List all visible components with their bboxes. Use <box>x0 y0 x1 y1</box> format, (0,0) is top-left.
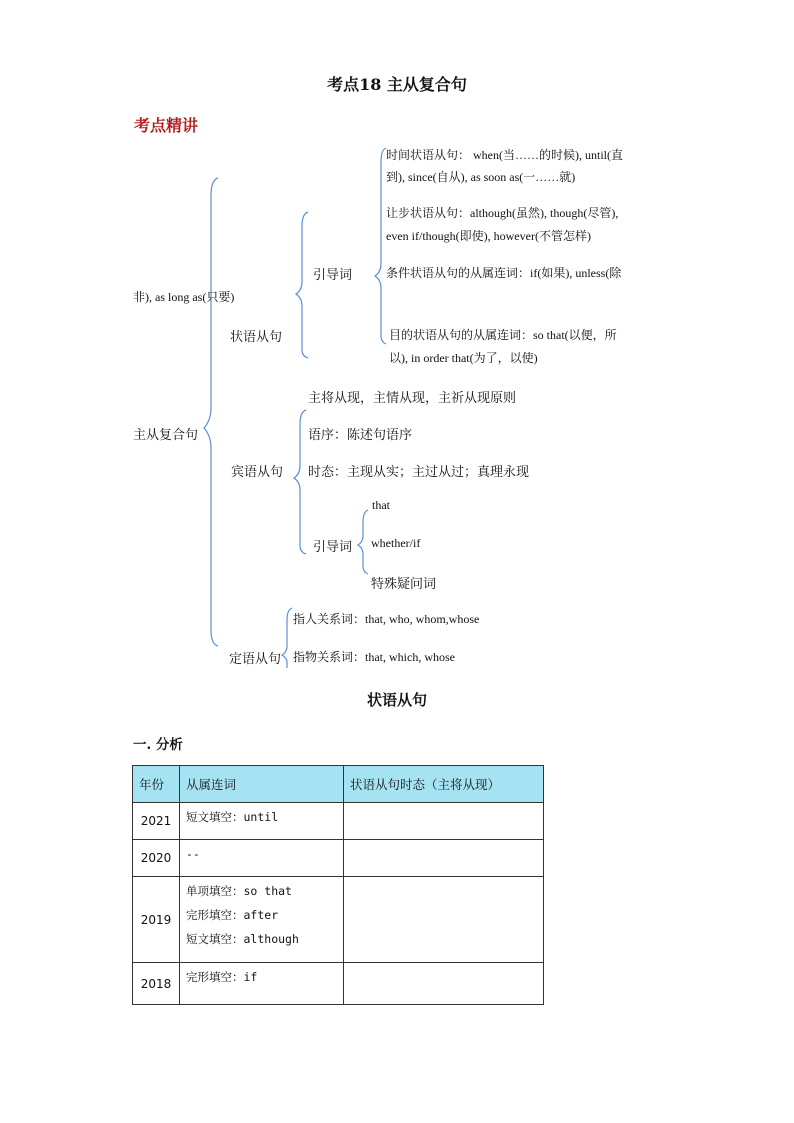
conjunction-item: 短文填空：although <box>186 932 299 946</box>
table-row <box>133 877 544 963</box>
conjunction-cell <box>180 803 344 840</box>
conjunction-item: 短文填空：until <box>186 810 279 824</box>
conjunction-item: 完形填空：if <box>186 970 258 984</box>
condition-clause-line-1: 条件状语从句的从属连词：if(如果), unless(除 <box>386 266 622 280</box>
analysis-heading: 一. 分析 <box>133 737 183 753</box>
tense-principle: 主将从现，主情从现，主祈从现原则 <box>308 391 517 406</box>
year-cell: 2021 <box>133 803 180 840</box>
table-row <box>133 963 544 1005</box>
object-clause-label: 宾语从句 <box>231 465 284 480</box>
time-clause-line-1: 时间状语从句： when(当……的时候), until(直 <box>386 148 623 162</box>
conjunction-cell <box>180 877 344 963</box>
attributive-bracket <box>282 608 292 668</box>
conjunction-item: 完形填空：after <box>186 908 279 922</box>
concession-clause-line-1: 让步状语从句：although(虽然), though(尽管), <box>386 206 619 220</box>
subsection-title: 状语从句 <box>366 691 427 709</box>
time-clause-line-2: 到), since(自从), as soon as(一……就) <box>386 170 576 184</box>
adverbial-clause-label: 状语从句 <box>230 330 283 345</box>
object-guide-word: 特殊疑问词 <box>371 577 437 592</box>
object-tense-rule: 时态：主现从实；主过从过；真理永现 <box>308 465 530 480</box>
adverbial-bracket <box>296 212 308 358</box>
header-tense: 状语从句时态（主将从现） <box>344 766 544 803</box>
attributive-people: 指人关系词：that, who, whom,whose <box>293 612 480 626</box>
year-cell: 2018 <box>133 963 180 1005</box>
purpose-clause-line-1: 目的状语从句的从属连词：so that(以便，所 <box>389 328 617 342</box>
table-header-row <box>133 766 544 803</box>
conjunction-cell <box>180 840 344 877</box>
attributive-things: 指物关系词：that, which, whose <box>293 650 455 664</box>
attributive-clause-label: 定语从句 <box>229 652 282 667</box>
mindmap-root: 主从复合句 <box>133 428 199 443</box>
conjunction-cell <box>180 963 344 1005</box>
header-conjunction: 从属连词 <box>180 766 344 803</box>
tense-cell <box>344 877 544 963</box>
tense-cell <box>344 963 544 1005</box>
adverbial-guide-label: 引导词 <box>313 268 353 283</box>
concession-clause-line-2: even if/though(即使), however(不管怎样) <box>386 229 591 243</box>
conjunction-item: 单项填空：so that <box>186 884 292 898</box>
tense-cell <box>344 840 544 877</box>
tense-cell <box>344 803 544 840</box>
purpose-clause-line-2: 以), in order that(为了，以使) <box>389 351 538 365</box>
conjunction-item: -- <box>186 847 200 861</box>
object-guide-bracket <box>358 510 368 574</box>
analysis-table <box>132 765 544 1005</box>
year-cell: 2020 <box>133 840 180 877</box>
object-bracket <box>294 410 306 554</box>
condition-clause-line-2: 非), as long as(只要) <box>133 290 235 304</box>
root-bracket <box>204 178 218 646</box>
object-guide-word: that <box>372 498 390 512</box>
page-title: 考点18 主从复合句 <box>327 75 467 94</box>
year-cell: 2019 <box>133 877 180 963</box>
table-row <box>133 840 544 877</box>
object-guide-word: whether/if <box>371 536 421 550</box>
object-guide-label: 引导词 <box>313 540 353 555</box>
section-heading: 考点精讲 <box>134 116 199 135</box>
table-row <box>133 803 544 840</box>
header-year: 年份 <box>133 766 180 803</box>
adverbial-guide-bracket <box>375 148 386 344</box>
object-word-order: 语序：陈述句语序 <box>308 428 413 443</box>
